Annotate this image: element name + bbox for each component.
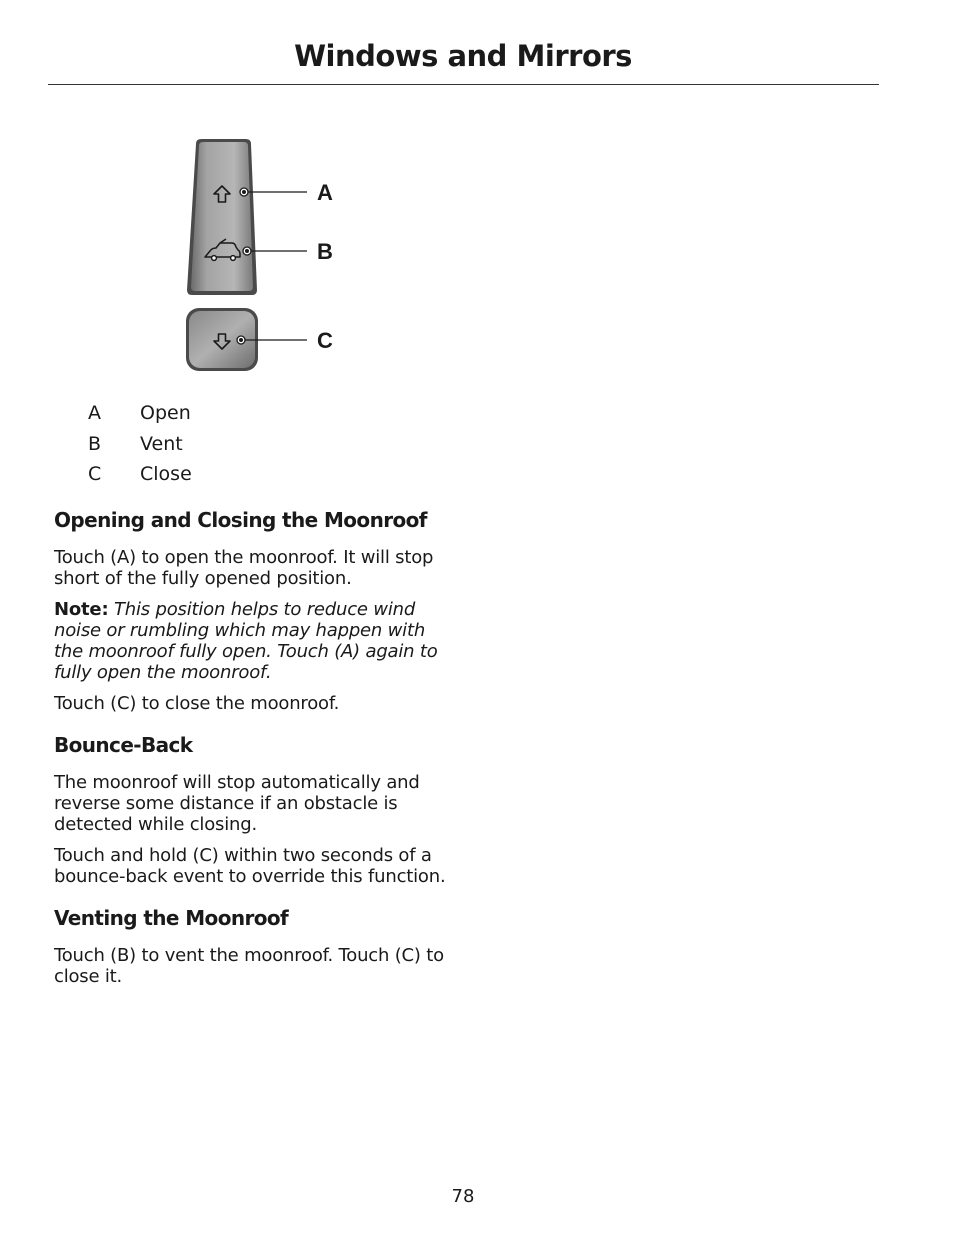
paragraph: The moonroof will stop automatically and reverse some distance if an obstacle is detected while closing. xyxy=(54,772,420,835)
page-number: 78 xyxy=(451,1186,475,1207)
paragraph: Touch (A) to open the moonroof. It will stop short of the fully opened position. xyxy=(54,547,434,589)
moonroof-control-figure xyxy=(170,130,370,380)
legend-key: C xyxy=(88,463,102,486)
paragraph: Touch (C) to close the moonroof. xyxy=(54,693,340,714)
legend-key: B xyxy=(88,432,102,455)
section-heading-bounce-back: Bounce-Back xyxy=(54,733,193,757)
section-heading-venting: Venting the Moonroof xyxy=(54,906,289,930)
page-title: Windows and Mirrors xyxy=(294,39,632,73)
open-vent-touch-panel[interactable] xyxy=(187,139,257,295)
main-content xyxy=(54,505,454,997)
paragraph: Touch (B) to vent the moonroof. Touch (C) to close it. xyxy=(54,945,444,987)
note-text: This position helps to reduce wind noise or rumbling which may happen with the moonroof fully open. Touch (A) again to fully open the moonroof. xyxy=(54,599,438,683)
legend-row xyxy=(88,459,428,490)
legend-row xyxy=(88,429,428,460)
legend-label: Open xyxy=(140,402,191,425)
note xyxy=(54,599,454,683)
callout-label-a: A xyxy=(317,180,333,205)
section-heading-opening: Opening and Closing the Moonroof xyxy=(54,508,427,532)
legend-label: Close xyxy=(140,463,192,486)
legend-row xyxy=(88,398,428,429)
callout-label-c: C xyxy=(317,328,333,353)
callout-label-b: B xyxy=(317,239,333,264)
header-divider xyxy=(48,84,879,85)
legend-label: Vent xyxy=(140,432,183,455)
paragraph: Touch and hold (C) within two seconds of a bounce-back event to override this function. xyxy=(54,845,446,887)
legend-key: A xyxy=(88,402,101,425)
note-label: Note: xyxy=(54,599,109,620)
figure-legend xyxy=(88,398,428,490)
